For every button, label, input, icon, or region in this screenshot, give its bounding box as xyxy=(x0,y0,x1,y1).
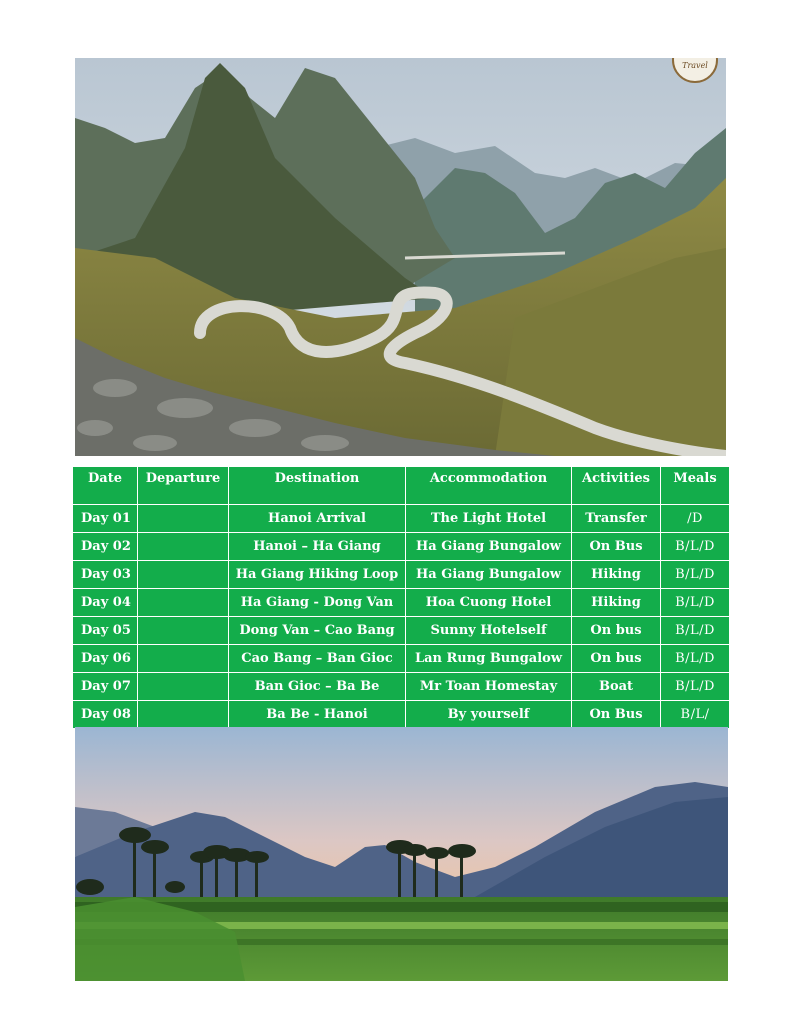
cell-meals: /D xyxy=(661,505,730,533)
cell-meals: B/L/D xyxy=(661,645,730,673)
table-row xyxy=(73,701,730,729)
cell-departure xyxy=(138,589,229,617)
cell-date: Day 07 xyxy=(73,673,138,701)
cell-accommodation: Hoa Cuong Hotel xyxy=(406,589,572,617)
cell-departure xyxy=(138,645,229,673)
cell-accommodation: By yourself xyxy=(406,701,572,729)
cell-date: Day 05 xyxy=(73,617,138,645)
cell-accommodation: The Light Hotel xyxy=(406,505,572,533)
cell-activities: Hiking xyxy=(572,561,661,589)
cell-accommodation: Lan Rung Bungalow xyxy=(406,645,572,673)
cell-destination: Ha Giang - Dong Van xyxy=(229,589,406,617)
header-activities: Activities xyxy=(572,467,661,505)
rice-field-sunset-photo xyxy=(75,727,728,981)
cell-meals: B/L/ xyxy=(661,701,730,729)
header-meals: Meals xyxy=(661,467,730,505)
table-row xyxy=(73,645,730,673)
table-header-row xyxy=(73,467,730,505)
itinerary-table xyxy=(72,466,730,729)
cell-date: Day 04 xyxy=(73,589,138,617)
cell-destination: Hanoi Arrival xyxy=(229,505,406,533)
cell-destination: Hanoi – Ha Giang xyxy=(229,533,406,561)
cell-meals: B/L/D xyxy=(661,617,730,645)
cell-departure xyxy=(138,505,229,533)
header-departure: Departure xyxy=(138,467,229,505)
cell-meals: B/L/D xyxy=(661,673,730,701)
header-date: Date xyxy=(73,467,138,505)
cell-date: Day 03 xyxy=(73,561,138,589)
cell-departure xyxy=(138,533,229,561)
cell-activities: On bus xyxy=(572,617,661,645)
cell-activities: On Bus xyxy=(572,533,661,561)
table-row xyxy=(73,505,730,533)
table-row xyxy=(73,617,730,645)
table-row xyxy=(73,533,730,561)
cell-activities: Boat xyxy=(572,673,661,701)
cell-destination: Cao Bang – Ban Gioc xyxy=(229,645,406,673)
cell-departure xyxy=(138,701,229,729)
cell-departure xyxy=(138,561,229,589)
cell-accommodation: Ha Giang Bungalow xyxy=(406,533,572,561)
cell-activities: On bus xyxy=(572,645,661,673)
cell-departure xyxy=(138,617,229,645)
travel-logo-text: Travel xyxy=(682,61,708,70)
cell-destination: Ha Giang Hiking Loop xyxy=(229,561,406,589)
table-row xyxy=(73,673,730,701)
cell-destination: Ba Be - Hanoi xyxy=(229,701,406,729)
cell-meals: B/L/D xyxy=(661,561,730,589)
cell-date: Day 08 xyxy=(73,701,138,729)
cell-accommodation: Sunny Hotelself xyxy=(406,617,572,645)
cell-destination: Dong Van – Cao Bang xyxy=(229,617,406,645)
cell-meals: B/L/D xyxy=(661,533,730,561)
cell-accommodation: Ha Giang Bungalow xyxy=(406,561,572,589)
cell-activities: Transfer xyxy=(572,505,661,533)
cell-accommodation: Mr Toan Homestay xyxy=(406,673,572,701)
cell-activities: Hiking xyxy=(572,589,661,617)
cell-date: Day 01 xyxy=(73,505,138,533)
cell-destination: Ban Gioc – Ba Be xyxy=(229,673,406,701)
mountain-road-photo xyxy=(75,58,726,456)
cell-date: Day 06 xyxy=(73,645,138,673)
cell-date: Day 02 xyxy=(73,533,138,561)
cell-meals: B/L/D xyxy=(661,589,730,617)
header-accommodation: Accommodation xyxy=(406,467,572,505)
header-destination: Destination xyxy=(229,467,406,505)
cell-activities: On Bus xyxy=(572,701,661,729)
table-row xyxy=(73,589,730,617)
cell-departure xyxy=(138,673,229,701)
table-row xyxy=(73,561,730,589)
